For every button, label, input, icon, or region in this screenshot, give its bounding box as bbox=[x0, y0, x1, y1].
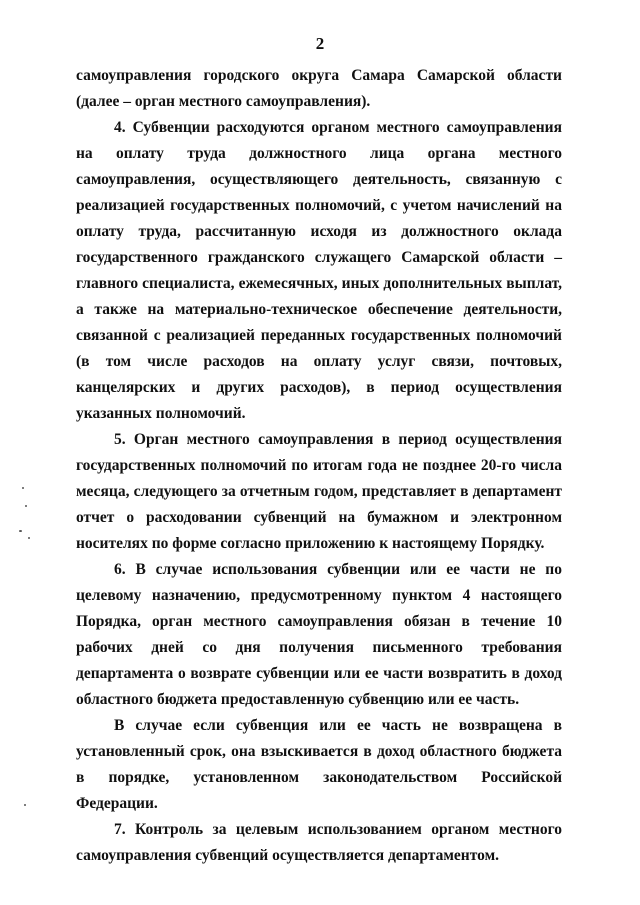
paragraph-continuation: самоуправления городского округа Самара Самарской области (далее – орган местного самоуправления). bbox=[76, 67, 562, 110]
paragraph-item-4: 4. Субвенции расходуются органом местного самоуправления на оплату труда должностного лица органа местного самоуправления, осуществляющего деятельность, связанную с реализацией государственных полномочий, с учетом начислений на оплату труда, рассчитанную исходя из должностного оклада государственного гражданского служащего Самарской области – главного специалиста, ежемесячных, иных дополнительных выплат, а также на материально-техническое обеспечение деятельности, связанной с реализацией переданных государственных полномочий (в том числе расходов на оплату услуг связи, почтовых, канцелярских и других расходов), в период осуществления указанных полномочий. bbox=[76, 119, 562, 422]
scan-speck bbox=[25, 505, 27, 507]
scan-speck bbox=[24, 804, 26, 806]
paragraph-item-7: 7. Контроль за целевым использованием органом местного самоуправления субвенций осуществляется департаментом. bbox=[76, 821, 562, 864]
paragraph-item-6-continued: В случае если субвенция или ее часть не возвращена в установленный срок, она взыскивается в доход областного бюджета в порядке, установленном законодательством Российской Федерации. bbox=[76, 717, 562, 812]
document-body bbox=[76, 63, 562, 869]
paragraph-item-5: 5. Орган местного самоуправления в период осуществления государственных полномочий по итогам года не позднее 20-го числа месяца, следующего за отчетным годом, представляет в департамент отчет о расходовании субвенций на бумажном и электронном носителях по форме согласно приложению к настоящему Порядку. bbox=[76, 431, 562, 552]
paragraph-item-6: 6. В случае использования субвенции или ее части не по целевому назначению, предусмотренному пунктом 4 настоящего Порядка, орган местного самоуправления обязан в течение 10 рабочих дней со дня получения письменного требования департамента о возврате субвенции или ее части возвратить в доход областного бюджета предоставленную субвенцию или ее часть. bbox=[76, 561, 562, 708]
scan-speck bbox=[22, 487, 24, 489]
scan-speck bbox=[28, 537, 30, 539]
page-number: 2 bbox=[315, 34, 325, 53]
scan-speck bbox=[19, 530, 22, 532]
